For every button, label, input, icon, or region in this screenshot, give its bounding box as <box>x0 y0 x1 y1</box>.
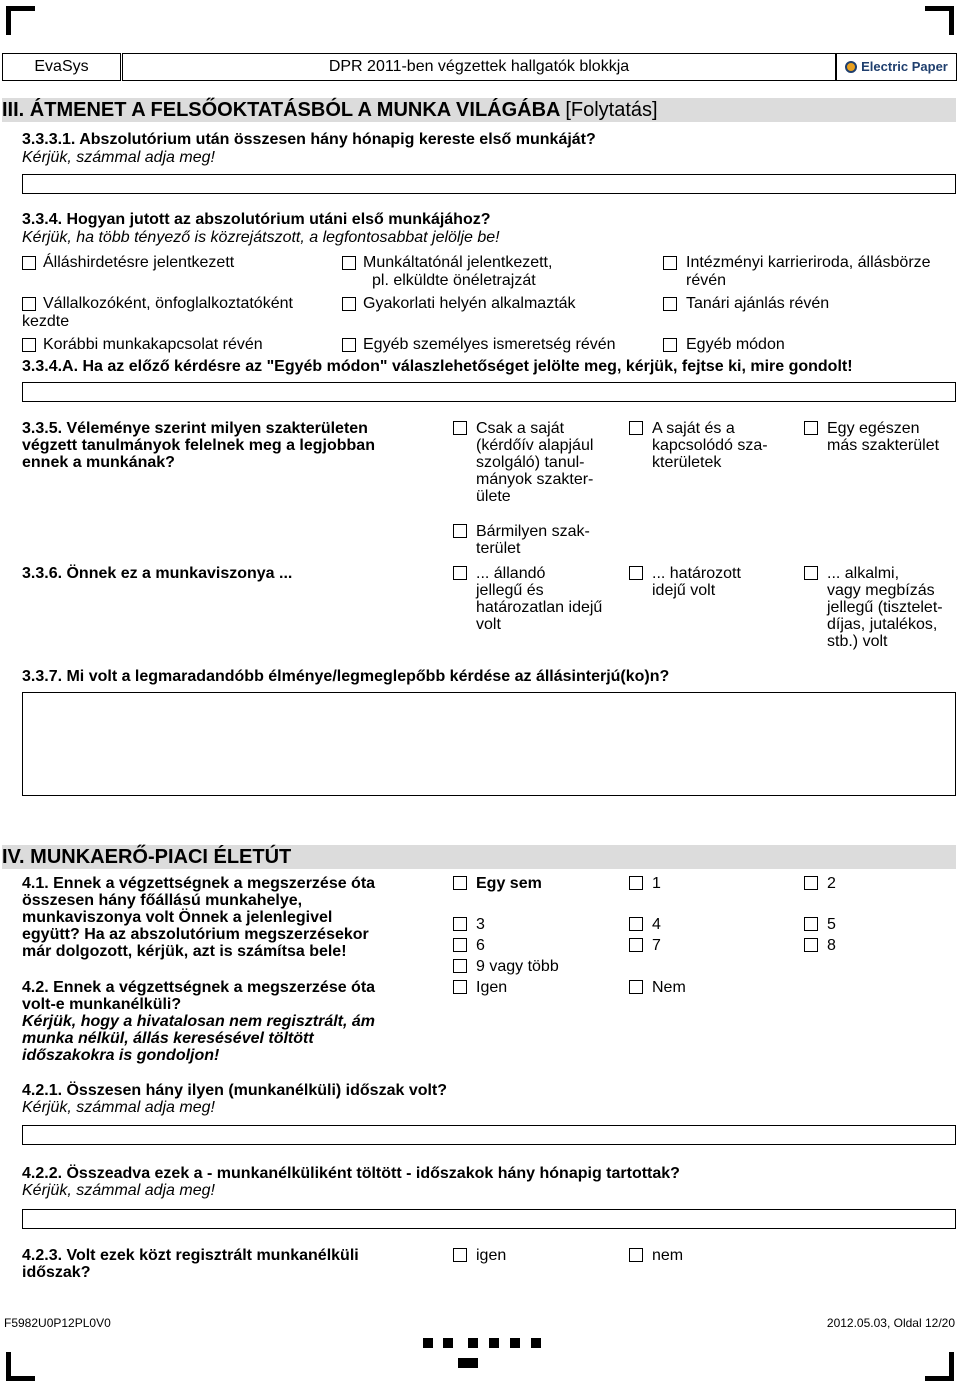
question-42-hint-l1: Kérjük, hogy a hivatalosan nem regisztrált, ám <box>22 1013 375 1030</box>
checkbox-335-different[interactable] <box>804 421 818 435</box>
option-335-any-l2: terület <box>476 540 521 557</box>
option-3-label-line2: révén <box>686 272 727 289</box>
option-336-permanent-l1: ... állandó <box>476 565 546 582</box>
question-422: 4.2.2. Összeadva ezek a - munkanélküliként töltött - időszakok hány hónapig tartottak? <box>22 1165 680 1182</box>
checkbox-335-own-field[interactable] <box>453 421 467 435</box>
option-336-casual-l3: jellegű (tisztelet- <box>827 599 943 616</box>
question-334a: 3.3.4.A. Ha az előző kérdésre az "Egyéb módon" válaszlehetőséget jelölte meg, kérjük, fejtse ki, mire gondolt! <box>22 358 853 375</box>
answer-421-input[interactable] <box>22 1125 956 1145</box>
scan-mark <box>423 1338 433 1348</box>
question-336: 3.3.6. Önnek ez a munkaviszonya ... <box>22 565 293 582</box>
registration-mark-top-right <box>925 6 954 35</box>
question-41: 4.1. Ennek a végzettségnek a megszerzése óta <box>22 875 376 892</box>
option-41-4: 4 <box>652 916 661 933</box>
logo-text: Electric Paper <box>861 59 948 74</box>
option-41-8: 8 <box>827 937 836 954</box>
checkbox-option-1[interactable] <box>22 256 36 270</box>
question-41-line2: összesen hány főállású munkahelye, <box>22 892 303 909</box>
option-42-yes: Igen <box>476 979 508 996</box>
electric-paper-logo-icon <box>845 61 857 73</box>
question-41-line5: már dolgozott, kérjük, azt is számítsa bele! <box>22 943 347 960</box>
question-335-line3: ennek a munkának? <box>22 454 175 471</box>
option-9-label: Egyéb módon <box>686 336 785 353</box>
question-422-hint: Kérjük, számmal adja meg! <box>22 1182 215 1199</box>
question-423: 4.2.3. Volt ezek közt regisztrált munkanélküli <box>22 1247 359 1264</box>
question-3331: 3.3.3.1. Abszolutórium után összesen hány hónapig kereste első munkáját? <box>22 131 596 148</box>
option-41-1: 1 <box>652 875 661 892</box>
option-2-label: Munkáltatónál jelentkezett, <box>363 254 553 271</box>
option-41-6: 6 <box>476 937 485 954</box>
option-4-label: Vállalkozóként, önfoglalkoztatóként <box>43 295 293 312</box>
option-336-casual-l5: stb.) volt <box>827 633 888 650</box>
question-423-line2: időszak? <box>22 1264 91 1281</box>
checkbox-41-5[interactable] <box>804 917 818 931</box>
answer-337-textarea[interactable] <box>22 692 956 796</box>
option-2-label-line2: pl. elküldte önéletrajzát <box>372 272 536 289</box>
checkbox-41-4[interactable] <box>629 917 643 931</box>
header-title: DPR 2011-ben végzettek hallgatók blokkja <box>122 53 836 81</box>
checkbox-336-permanent[interactable] <box>453 566 467 580</box>
section-title-text: III. ÁTMENET A FELSŐOKTATÁSBÓL A MUNKA VILÁGÁBA <box>2 99 560 121</box>
option-41-2: 2 <box>827 875 836 892</box>
scan-mark <box>443 1338 453 1348</box>
question-335-line2: végzett tanulmányok felelnek meg a legjobban <box>22 437 375 454</box>
question-42: 4.2. Ennek a végzettségnek a megszerzése óta <box>22 979 376 996</box>
option-423-yes: igen <box>476 1247 507 1264</box>
checkbox-41-1[interactable] <box>629 876 643 890</box>
scan-mark <box>531 1338 541 1348</box>
checkbox-option-6[interactable] <box>663 297 677 311</box>
scan-mark <box>468 1338 478 1348</box>
question-42-line2: volt-e munkanélküli? <box>22 996 182 1013</box>
header-logo <box>836 53 957 81</box>
checkbox-41-8[interactable] <box>804 938 818 952</box>
question-334: 3.3.4. Hogyan jutott az abszolutórium utáni első munkájához? <box>22 211 491 228</box>
checkbox-41-7[interactable] <box>629 938 643 952</box>
section-continued: [Folytatás] <box>565 99 658 121</box>
question-42-hint-l2: munka nélkül, állás keresésével töltött <box>22 1030 314 1047</box>
answer-3331-input[interactable] <box>22 174 956 194</box>
checkbox-42-yes[interactable] <box>453 980 467 994</box>
option-335-own-field-l2: (kérdőív alapjául <box>476 437 594 454</box>
option-41-none: Egy sem <box>476 875 542 892</box>
option-336-casual-l1: ... alkalmi, <box>827 565 900 582</box>
option-42-no: Nem <box>652 979 686 996</box>
checkbox-option-2[interactable] <box>342 256 356 270</box>
question-421-hint: Kérjük, számmal adja meg! <box>22 1099 215 1116</box>
option-41-3: 3 <box>476 916 485 933</box>
registration-mark-bottom-right <box>925 1352 954 1381</box>
question-42-hint-l3: időszakokra is gondoljon! <box>22 1047 220 1064</box>
footer-form-id: F5982U0P12PL0V0 <box>4 1316 111 1330</box>
option-336-permanent-l3: határozatlan idejű <box>476 599 603 616</box>
option-5-label: Gyakorlati helyén alkalmazták <box>363 295 576 312</box>
checkbox-42-no[interactable] <box>629 980 643 994</box>
option-335-different-l1: Egy egészen <box>827 420 920 437</box>
scan-mark <box>489 1338 499 1348</box>
option-335-any-l1: Bármilyen szak- <box>476 523 590 540</box>
question-334-hint: Kérjük, ha több tényező is közrejátszott, a legfontosabbat jelölje be! <box>22 229 500 246</box>
option-335-own-field-l4: mányok szakter- <box>476 471 594 488</box>
checkbox-423-yes[interactable] <box>453 1248 467 1262</box>
option-3-label: Intézményi karrieriroda, állásbörze <box>686 254 931 271</box>
option-336-casual-l2: vagy megbízás <box>827 582 935 599</box>
option-335-related-l1: A saját és a <box>652 420 735 437</box>
question-335: 3.3.5. Véleménye szerint milyen szakterületen <box>22 420 368 437</box>
option-335-own-field-l3: szolgáló) tanul- <box>476 454 585 471</box>
checkbox-336-casual[interactable] <box>804 566 818 580</box>
option-335-related-l3: kterületek <box>652 454 722 471</box>
registration-mark-bottom-left <box>6 1352 35 1381</box>
section-4-title-text: IV. MUNKAERŐ-PIACI ÉLETÚT <box>2 846 292 868</box>
checkbox-335-any[interactable] <box>453 524 467 538</box>
checkbox-423-no[interactable] <box>629 1248 643 1262</box>
option-336-permanent-l4: volt <box>476 616 501 633</box>
answer-422-input[interactable] <box>22 1209 956 1229</box>
option-7-label: Korábbi munkakapcsolat révén <box>43 336 263 353</box>
header-app-name: EvaSys <box>2 53 121 81</box>
checkbox-option-4[interactable] <box>22 297 36 311</box>
question-41-line4: együtt? Ha az abszolutórium megszerzésekor <box>22 926 369 943</box>
option-335-different-l2: más szakterület <box>827 437 940 454</box>
checkbox-336-fixed[interactable] <box>629 566 643 580</box>
checkbox-option-3[interactable] <box>663 256 677 270</box>
option-41-5: 5 <box>827 916 836 933</box>
option-8-label: Egyéb személyes ismeretség révén <box>363 336 616 353</box>
scan-mark <box>458 1358 478 1368</box>
checkbox-41-3[interactable] <box>453 917 467 931</box>
option-336-casual-l4: díjas, jutalékos, <box>827 616 938 633</box>
answer-334a-input[interactable] <box>22 382 956 402</box>
question-421: 4.2.1. Összesen hány ilyen (munkanélküli) időszak volt? <box>22 1082 448 1099</box>
checkbox-41-2[interactable] <box>804 876 818 890</box>
checkbox-41-6[interactable] <box>453 938 467 952</box>
question-41-line3: munkaviszonya volt Önnek a jelenlegivel <box>22 909 333 926</box>
option-335-own-field-l1: Csak a saját <box>476 420 565 437</box>
checkbox-41-9plus[interactable] <box>453 959 467 973</box>
question-3331-hint: Kérjük, számmal adja meg! <box>22 149 215 166</box>
section-4-title <box>2 845 956 869</box>
option-41-7: 7 <box>652 937 661 954</box>
checkbox-option-8[interactable] <box>342 338 356 352</box>
option-335-own-field-l5: ülete <box>476 488 511 505</box>
option-4-label-line2: kezdte <box>22 313 70 330</box>
option-336-fixed-l2: idejű volt <box>652 582 716 599</box>
option-6-label: Tanári ajánlás révén <box>686 295 830 312</box>
option-336-permanent-l2: jellegű és <box>476 582 544 599</box>
checkbox-option-5[interactable] <box>342 297 356 311</box>
checkbox-option-9[interactable] <box>663 338 677 352</box>
option-335-related-l2: kapcsolódó sza- <box>652 437 768 454</box>
checkbox-41-none[interactable] <box>453 876 467 890</box>
scan-mark <box>510 1338 520 1348</box>
option-336-fixed-l1: ... határozott <box>652 565 741 582</box>
checkbox-335-related[interactable] <box>629 421 643 435</box>
question-337: 3.3.7. Mi volt a legmaradandóbb élménye/legmeglepőbb kérdése az állásinterjú(ko)n? <box>22 668 670 685</box>
option-1-label: Álláshirdetésre jelentkezett <box>43 254 235 271</box>
footer-date-page: 2012.05.03, Oldal 12/20 <box>826 1316 955 1330</box>
option-41-9plus: 9 vagy több <box>476 958 559 975</box>
option-423-no: nem <box>652 1247 684 1264</box>
registration-mark-top-left <box>6 6 35 35</box>
section-title <box>2 98 956 122</box>
checkbox-option-7[interactable] <box>22 338 36 352</box>
